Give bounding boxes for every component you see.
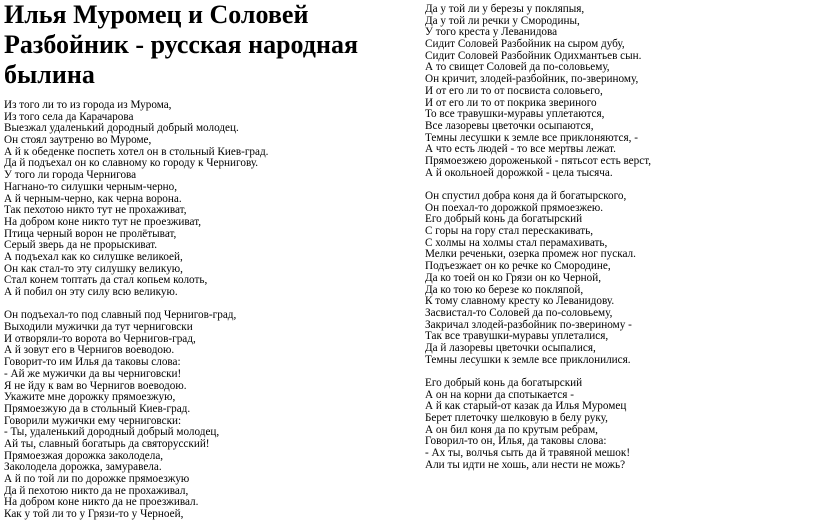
verse-line: Мелки реченьки, озерка промеж ног пускал.	[425, 248, 636, 261]
verse-line: Я не йду к вам во Чернигов воеводою.	[4, 379, 187, 392]
verse-line: И от его ли то от покрика звериного	[425, 96, 597, 109]
title-line: Разбойник - русская народная	[4, 30, 359, 59]
poem-column-left	[4, 100, 394, 521]
verse-line: Темны лесушки к земле все приклонилися.	[425, 353, 631, 366]
verse-line: Его добрый конь да богатырский	[425, 377, 583, 389]
verse-line: Он поехал-то дорожкой прямоезжею.	[425, 201, 604, 214]
verse-line: Прямоезжую да в стольный Киев-град.	[4, 402, 191, 415]
verse-line: А подъехал как ко силушке великоей,	[4, 250, 183, 263]
verse-line: Ай ты, славный богатырь да святорусский!	[4, 437, 210, 450]
verse-line: Его добрый конь да богатырский	[425, 213, 583, 226]
verse-line: Подъезжает он ко речке ко Смородине,	[425, 260, 611, 273]
verse-line: Так все травушки-муравы уплеталися,	[425, 330, 609, 343]
verse-line: На добром коне никто тут не проезживат,	[4, 215, 202, 228]
verse-line: К тому славному кресту ко Леванидову.	[425, 295, 615, 308]
verse-line: Закричал злодей-разбойник по-звериному -	[425, 318, 632, 331]
verse-line: Так пехотою никто тут не прохаживат,	[4, 204, 187, 217]
title-line: Илья Муромец и Соловей	[4, 0, 309, 29]
verse-line: Али ты идти не хошь, али нести не можь?	[425, 458, 626, 471]
verse-line: И от его ли то от посвиста соловьего,	[425, 84, 603, 97]
verse-line: А й как старый-от казак да Илья Муромец	[425, 400, 627, 413]
verse-line: А й по той ли по дорожке прямоезжую	[4, 473, 190, 485]
verse-line: На добром коне никто да не проезживал.	[4, 496, 199, 509]
verse-line: Укажите мне дорожку прямоезжую,	[4, 391, 176, 404]
verse-line: А й побил он эту силу всю великую.	[4, 286, 178, 298]
verse-line: Сидит Соловей Разбойник Одихмантьев сын.	[425, 49, 642, 62]
verse-line: Да й подъехал он ко славному ко городу к Чернигову.	[4, 157, 259, 170]
verse-line: Из того ли то из города из Мурома,	[4, 99, 172, 111]
verse-line: Серый зверь да не прорыскиват.	[4, 239, 158, 252]
title-line: былина	[4, 60, 95, 89]
verse-line: Все лазоревы цветочки осыпаются,	[425, 119, 594, 132]
page-title	[4, 0, 384, 90]
verse-line: Он спустил добра коня да й богатырского,	[425, 190, 627, 202]
verse-line: Прямоезжая дорожка заколодела,	[4, 449, 164, 462]
verse-line: Да й лазоревы цветочки осыпалися,	[425, 341, 596, 354]
verse-line: Говорит-то им Илья да таковы слова:	[4, 356, 181, 369]
verse-line: - Ай же мужички да вы черниговски!	[4, 367, 182, 380]
verse-line: А он бил коня да по крутым ребрам,	[425, 423, 598, 436]
verse-line: Он как стал-то эту силушку великую,	[4, 262, 183, 275]
verse-line: Да у той ли речки у Смородины,	[425, 14, 580, 27]
verse-line: Нагнано-то силушки черным-черно,	[4, 180, 178, 193]
verse-line: Да й пехотою никто да не прохаживал,	[4, 484, 189, 497]
verse-line: Он стоял заутреню во Муроме,	[4, 134, 152, 147]
verse-line: С горы на гору стал перескакивать,	[425, 225, 594, 238]
verse-line: То все травушки-муравы уплетаются,	[425, 108, 605, 121]
verse-line: - Ах ты, волчья сыть да й травяной мешок!	[425, 447, 631, 460]
verse-line: Птица черный ворон не пролётыват,	[4, 227, 177, 240]
verse-line: Как у той ли то у Грязи-то у Черноей,	[4, 508, 184, 521]
verse-line: Засвистал-то Соловей да по-соловьему,	[425, 306, 613, 319]
verse-line: У того ли города Чернигова	[4, 169, 137, 182]
verse-line: Стал конем топтать да стал копьем колоть,	[4, 274, 208, 287]
verse-line: Берет плеточку шелковую в белу руку,	[425, 412, 608, 425]
verse-line: А он на корни да спотыкается -	[425, 388, 574, 401]
verse-line: Выходили мужички да тут черниговски	[4, 321, 193, 334]
verse-line: Да у той ли у березы у покляпыя,	[425, 3, 585, 15]
verse-line: - Ты, удаленький дородный добрый молодец,	[4, 426, 220, 439]
verse-line: А й черным-черно, как черна ворона.	[4, 192, 182, 205]
verse-line: Он кричит, злодей-разбойник, по-звериному,	[425, 73, 639, 86]
verse-line: А что есть людей - то все мертвы лежат.	[425, 143, 616, 156]
verse-line: А й окольноей дорожкой - цела тысяча.	[425, 166, 613, 179]
verse-line: Прямоезжею дороженькой - пятьсот есть верст,	[425, 154, 652, 167]
verse-line: И отворяли-то ворота во Чернигов-град,	[4, 332, 196, 345]
verse-line: Заколодела дорожка, замуравела.	[4, 461, 162, 474]
verse-line: Он подъехал-то под славный под Чернигов-град,	[4, 309, 237, 322]
verse-line: Из того села да Карачарова	[4, 110, 134, 123]
poem-column-right	[425, 4, 815, 472]
verse-line: А й к обеденке поспеть хотел он в стольный Киев-град.	[4, 145, 269, 158]
verse-line: Выезжал удаленький дородный добрый молодец.	[4, 122, 239, 135]
verse-line: Говорили мужички ему черниговски:	[4, 414, 182, 427]
verse-line: Да ко тою ко березе ко покляпой,	[425, 283, 584, 296]
verse-line: У того креста у Леванидова	[425, 26, 558, 39]
verse-line: Да ко тоей он ко Грязи он ко Черной,	[425, 271, 602, 284]
verse-line: А й зовут его в Чернигов воеводою.	[4, 344, 175, 357]
verse-line: А то свищет Соловей да по-соловьему,	[425, 61, 610, 74]
verse-line: Темны лесушки к земле все приклоняются, -	[425, 131, 638, 144]
verse-line: Сидит Соловей Разбойник на сыром дубу,	[425, 38, 625, 51]
verse-line: Говорил-то он, Илья, да таковы слова:	[425, 435, 607, 448]
verse-line: С холмы на холмы стал перамахивать,	[425, 236, 608, 249]
